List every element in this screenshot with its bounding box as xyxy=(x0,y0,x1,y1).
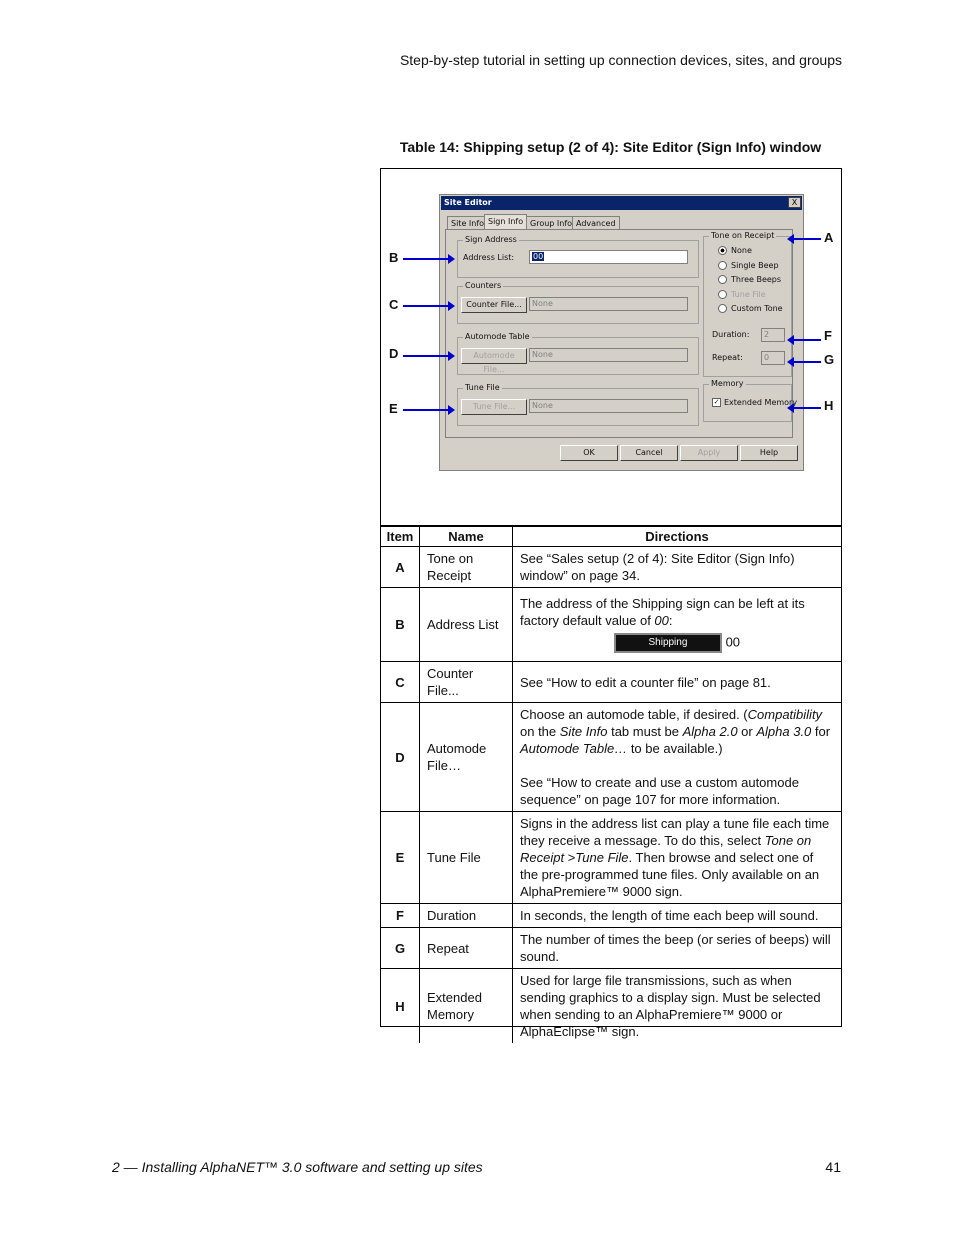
table-row xyxy=(381,969,841,1044)
counters-group xyxy=(457,281,699,324)
radio-tune-file[interactable]: Tune File xyxy=(718,290,766,299)
radio-none[interactable]: None xyxy=(718,246,752,255)
tone-on-receipt-group xyxy=(703,231,792,377)
directions-table xyxy=(381,526,841,1043)
repeat-input[interactable]: 0 xyxy=(761,351,785,365)
extended-memory-checkbox[interactable]: ✓ Extended Memory xyxy=(713,398,798,407)
table-row xyxy=(381,703,841,812)
column-header: Name xyxy=(420,527,513,547)
cancel-button[interactable]: Cancel xyxy=(620,445,678,461)
table-frame xyxy=(380,168,842,1039)
radio-selected-icon xyxy=(718,246,727,255)
repeat-label: Repeat: xyxy=(712,353,743,362)
item-cell: G xyxy=(381,928,420,969)
table-row xyxy=(381,588,841,662)
tune-file-button[interactable]: Tune File... xyxy=(461,399,527,415)
table-row xyxy=(381,904,841,928)
group-label: Automode Table xyxy=(465,332,530,341)
item-cell: D xyxy=(381,703,420,812)
address-list-input[interactable]: 00 xyxy=(529,250,688,264)
directions-cell: See “How to edit a counter file” on page 81. xyxy=(513,662,842,703)
shipping-sign-image: Shipping xyxy=(614,633,722,653)
directions-cell: Choose an automode table, if desired. (Compatibility on the Site Info tab must be Alpha 2.0 or Alpha 3.0 for Automode Table… to be available.) See “How to create and use a custom automode sequence” on page 107 for more information. xyxy=(513,703,842,812)
name-cell: Counter File... xyxy=(420,662,513,703)
tab-sign-info[interactable]: Sign Info xyxy=(484,214,527,230)
callout-e: E xyxy=(389,401,398,416)
tab-advanced[interactable]: Advanced xyxy=(572,216,620,230)
column-header: Directions xyxy=(513,527,842,547)
group-label: Tune File xyxy=(465,383,500,392)
arrow-icon xyxy=(793,238,821,240)
directions-cell: See “Sales setup (2 of 4): Site Editor (Sign Info) window” on page 34. xyxy=(513,547,842,588)
table-row xyxy=(381,928,841,969)
arrow-icon xyxy=(793,407,821,409)
name-cell: Automode File… xyxy=(420,703,513,812)
callout-g: G xyxy=(824,352,835,367)
callout-d: D xyxy=(389,346,399,361)
arrow-icon xyxy=(403,409,449,411)
group-label: Tone on Receipt xyxy=(711,231,775,240)
screenshot-figure xyxy=(381,169,841,526)
table-header-row xyxy=(381,527,841,547)
tune-file-group xyxy=(457,383,699,426)
help-button[interactable]: Help xyxy=(740,445,798,461)
footer-chapter: 2 — Installing AlphaNET™ 3.0 software and setting up sites xyxy=(112,1159,483,1175)
directions-cell: Signs in the address list can play a tune file each time they receive a message. To do this, select Tone on Receipt >Tune File. Then browse and select one of the pre-programmed tune files. Only available on an AlphaPremiere™ 9000 sign. xyxy=(513,812,842,904)
apply-button[interactable]: Apply xyxy=(680,445,738,461)
radio-icon xyxy=(718,290,727,299)
callout-f: F xyxy=(824,328,832,343)
directions-cell: The number of times the beep (or series of beeps) will sound. xyxy=(513,928,842,969)
site-editor-window xyxy=(439,194,804,471)
directions-cell: Used for large file transmissions, such as when sending graphics to a display sign. Must be selected when sending to an AlphaPremiere™ 9000 or AlphaEclipse™ sign. xyxy=(513,969,842,1044)
callout-a: A xyxy=(824,230,834,245)
ok-button[interactable]: OK xyxy=(560,445,618,461)
arrow-icon xyxy=(403,258,449,260)
arrow-icon xyxy=(793,361,821,363)
item-cell: E xyxy=(381,812,420,904)
automode-file-field: None xyxy=(529,348,688,362)
radio-icon xyxy=(718,275,727,284)
checkbox-icon: ✓ xyxy=(713,398,720,406)
group-label: Counters xyxy=(465,281,502,290)
callout-h: H xyxy=(824,398,834,413)
callout-b: B xyxy=(389,250,399,265)
item-cell: H xyxy=(381,969,420,1044)
automode-group xyxy=(457,332,699,375)
arrow-icon xyxy=(793,339,821,341)
name-cell: Repeat xyxy=(420,928,513,969)
table-row xyxy=(381,547,841,588)
item-cell: A xyxy=(381,547,420,588)
item-cell: B xyxy=(381,588,420,662)
name-cell: Tune File xyxy=(420,812,513,904)
item-cell: F xyxy=(381,904,420,928)
counter-file-field: None xyxy=(529,297,688,311)
automode-file-button[interactable]: Automode File... xyxy=(461,348,527,364)
duration-label: Duration: xyxy=(712,330,750,339)
radio-icon xyxy=(718,261,727,270)
table-row xyxy=(381,662,841,703)
radio-three-beeps[interactable]: Three Beeps xyxy=(718,275,781,284)
radio-icon xyxy=(718,304,727,313)
tab-site-info[interactable]: Site Info xyxy=(447,216,488,230)
arrow-icon xyxy=(403,355,449,357)
group-label: Sign Address xyxy=(465,235,517,244)
sign-info-panel xyxy=(445,229,798,438)
table-caption: Table 14: Shipping setup (2 of 4): Site Editor (Sign Info) window xyxy=(399,139,822,155)
directions-cell: The address of the Shipping sign can be left at its factory default value of 00: Shipping 00 xyxy=(513,588,842,662)
item-cell: C xyxy=(381,662,420,703)
callout-c: C xyxy=(389,297,399,312)
name-cell: Tone on Receipt xyxy=(420,547,513,588)
running-header: Step-by-step tutorial in setting up connection devices, sites, and groups xyxy=(399,52,842,68)
sign-address-group xyxy=(457,235,699,278)
radio-single-beep[interactable]: Single Beep xyxy=(718,261,779,270)
group-label: Memory xyxy=(711,379,744,388)
tab-group-info[interactable]: Group Info xyxy=(526,216,576,230)
arrow-icon xyxy=(403,305,449,307)
counter-file-button[interactable]: Counter File... xyxy=(461,297,527,313)
name-cell: Extended Memory xyxy=(420,969,513,1044)
table-row xyxy=(381,812,841,904)
close-icon[interactable]: X xyxy=(788,197,801,208)
memory-group xyxy=(703,379,798,422)
column-header: Item xyxy=(381,527,420,547)
name-cell: Duration xyxy=(420,904,513,928)
name-cell: Address List xyxy=(420,588,513,662)
radio-custom-tone[interactable]: Custom Tone xyxy=(718,304,783,313)
tune-file-field: None xyxy=(529,399,688,413)
page-number: 41 xyxy=(825,1159,841,1175)
window-title: Site Editor xyxy=(441,196,802,210)
address-list-label: Address List: xyxy=(463,253,515,262)
directions-cell: In seconds, the length of time each beep will sound. xyxy=(513,904,842,928)
duration-input[interactable]: 2 xyxy=(761,328,785,342)
